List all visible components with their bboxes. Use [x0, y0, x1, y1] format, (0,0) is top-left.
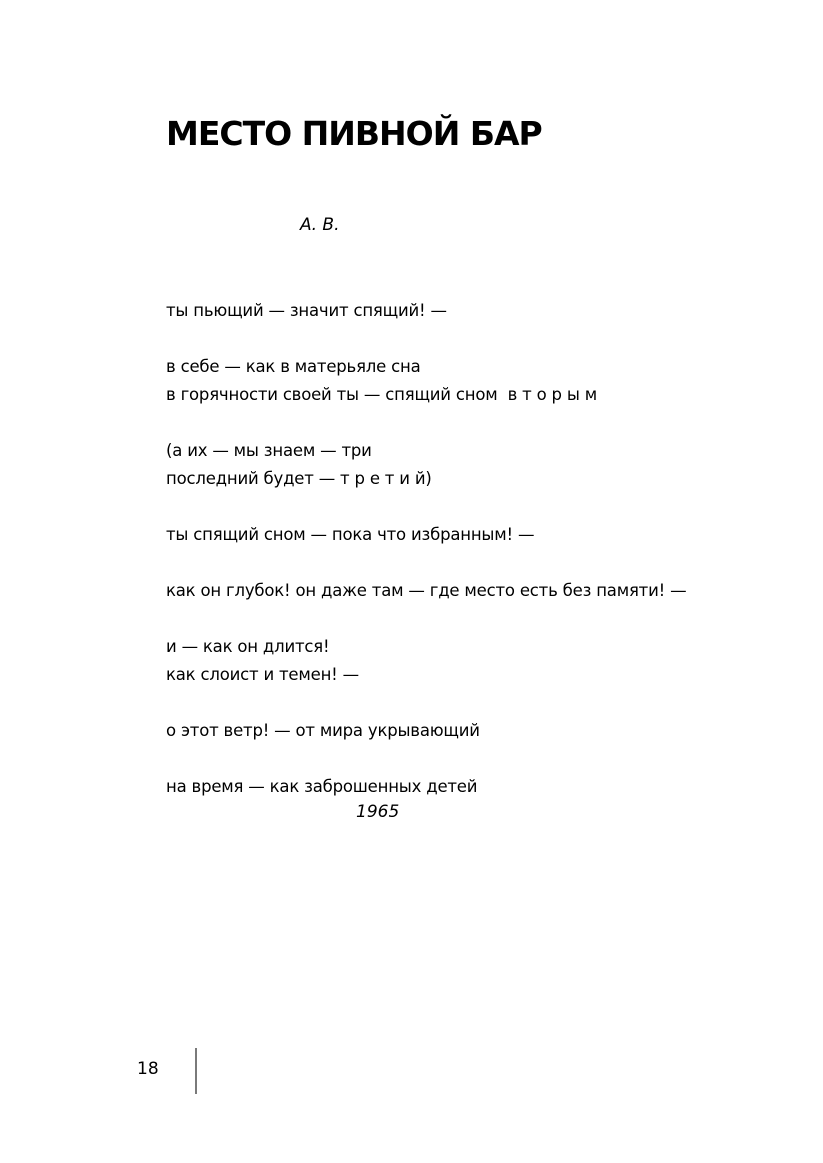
poem-body	[166, 297, 686, 801]
poem-line: как он глубок! он даже там — где место есть без памяти! —	[166, 581, 687, 600]
poem-line: и — как он длится!	[166, 637, 330, 656]
poem-line: как слоист и темен! —	[166, 665, 359, 684]
stanza	[166, 297, 686, 325]
poem-title: МЕСТО ПИВНОЙ БАР	[166, 114, 542, 153]
dedication: А. В.	[300, 215, 340, 235]
poem-line: о этот ветр! — от мира укрывающий	[166, 721, 480, 740]
stanza-break	[166, 493, 686, 521]
stanza	[166, 773, 686, 801]
stanza-break	[166, 409, 686, 437]
stanza-break	[166, 745, 686, 773]
page-number: 18	[137, 1059, 159, 1079]
poem-line: ты спящий сном — пока что избранным! —	[166, 525, 535, 544]
stanza	[166, 577, 686, 605]
stanza-break	[166, 549, 686, 577]
poem-line: на время — как заброшенных детей	[166, 777, 478, 796]
stanza	[166, 717, 686, 745]
stanza	[166, 353, 686, 409]
poem-line: в горячности своей ты — спящий сном в т о р ы м	[166, 385, 597, 404]
poem-line: последний будет — т р е т и й)	[166, 469, 432, 488]
poem-line: в себе — как в матерьяле сна	[166, 357, 421, 376]
stanza-break	[166, 605, 686, 633]
footer-divider	[195, 1048, 197, 1094]
stanza-break	[166, 325, 686, 353]
poem-line: ты пьющий — значит спящий! —	[166, 301, 447, 320]
stanza	[166, 437, 686, 493]
poem-line: (а их — мы знаем — три	[166, 441, 372, 460]
stanza-break	[166, 689, 686, 717]
poem-year: 1965	[356, 802, 400, 822]
stanza	[166, 633, 686, 689]
stanza	[166, 521, 686, 549]
